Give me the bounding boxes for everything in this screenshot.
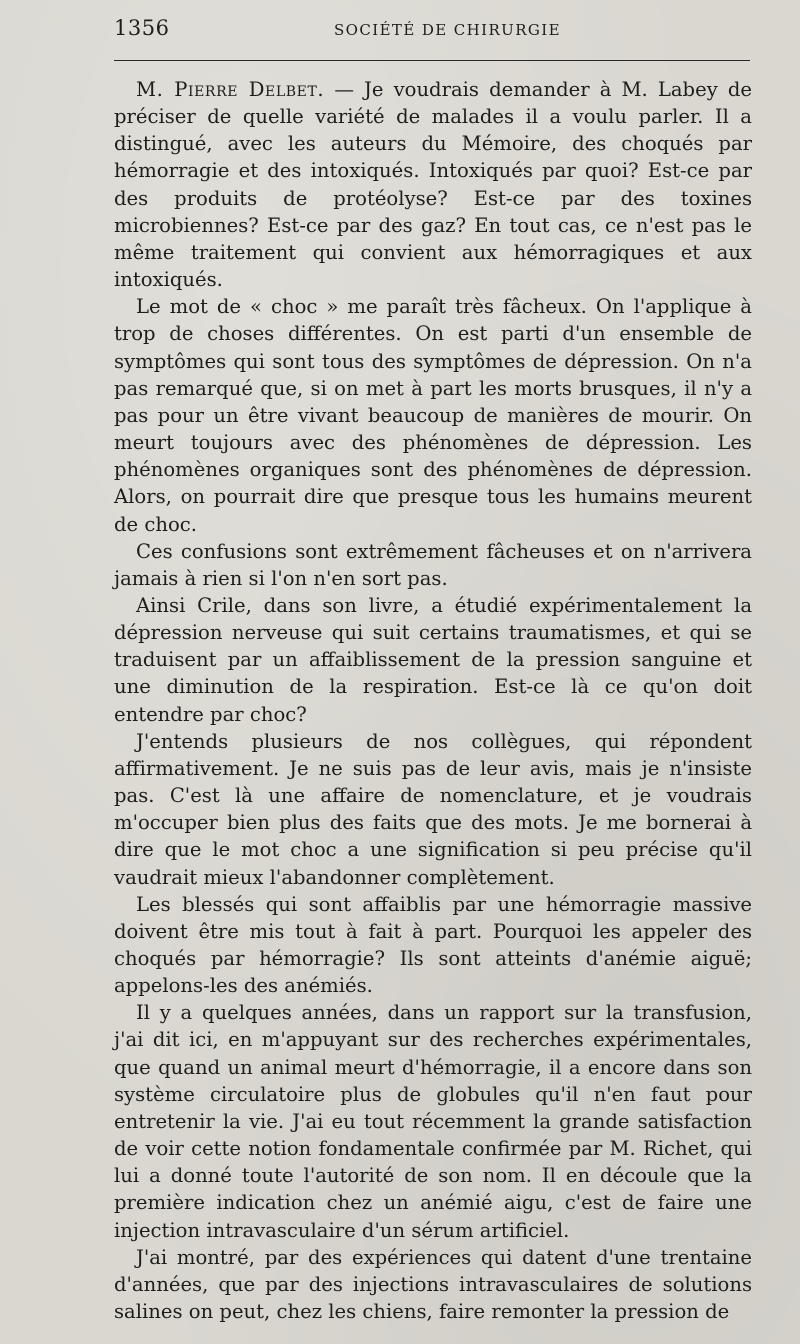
paragraph: Ces confusions sont extrêmement fâcheuses et on n'arrivera jamais à rien si l'on n'en sort pas. [114, 539, 752, 590]
paragraph: Ainsi Crile, dans son livre, a étudié expérimentalement la dépression nerveuse qui suit certains traumatismes, et qui se traduisent par un affaiblissement de la pression sanguine et une diminution de la respiration. Est-ce là ce qu'on doit entendre par choc? [114, 593, 752, 726]
paragraph [114, 76, 752, 293]
article-body [114, 76, 752, 1325]
page-number: 1356 [114, 16, 170, 40]
speaker-name: M. Pierre Delbet. [136, 78, 325, 101]
paragraph: Il y a quelques années, dans un rapport sur la transfusion, j'ai dit ici, en m'appuyant sur des recherches expérimentales, que quand un animal meurt d'hémorragie, il a encore dans son système circulatoire plus de globules qu'il n'en faut pour entretenir la vie. J'ai eu tout récemment la grande satisfaction de voir cette notion fondamentale confirmée par M. Richet, qui lui a donné toute l'autorité de son nom. Il en découle que la première indication chez un anémié aigu, c'est de faire une injection intravasculaire d'un sérum artificiel. [114, 1001, 752, 1242]
running-title: SOCIÉTÉ DE CHIRURGIE [334, 21, 561, 39]
paragraph: J'entends plusieurs de nos collègues, qui répondent affirmativement. Je ne suis pas de leur avis, mais je n'insiste pas. C'est là une affaire de nomenclature, et je voudrais m'occuper bien plus des faits que des mots. Je me bornerai à dire que le mot choc a une signification si peu précise qu'il vaudrait mieux l'abandonner complètement. [114, 729, 752, 889]
running-header [0, 12, 800, 48]
paragraph: Le mot de « choc » me paraît très fâcheux. On l'applique à trop de choses différentes. On est parti d'un ensemble de symptômes qui sont tous des symptômes de dépression. On n'a pas remarqué que, si on met à part les morts brusques, il n'y a pas pour un être vivant beaucoup de manières de mourir. On meurt toujours avec des phénomènes de dépression. Les phénomènes organiques sont des phénomènes de dépression. Alors, on pourrait dire que presque tous les humains meurent de choc. [114, 295, 752, 536]
paragraph: J'ai montré, par des expériences qui datent d'une trentaine d'années, que par des injections intravasculaires de solutions salines on peut, chez les chiens, faire remonter la pression de [114, 1245, 752, 1324]
paragraph-text: — Je voudrais demander à M. Labey de préciser de quelle variété de malades il a voulu parler. Il a distingué, avec les auteurs du Mémoire, des choqués par hémorragie et des intoxiqués. Intoxiqués par quoi? Est-ce par des produits de protéolyse? Est-ce par des toxines microbiennes? Est-ce par des gaz? En tout cas, ce n'est pas le même traitement qui convient aux hémorragiques et aux intoxiqués. [114, 78, 752, 292]
header-rule [114, 60, 750, 61]
paragraph: Les blessés qui sont affaiblis par une hémorragie massive doivent être mis tout à fait à part. Pourquoi les appeler des choqués par hémorragie? Ils sont atteints d'anémie aiguë; appelons-les des anémiés. [114, 892, 752, 998]
